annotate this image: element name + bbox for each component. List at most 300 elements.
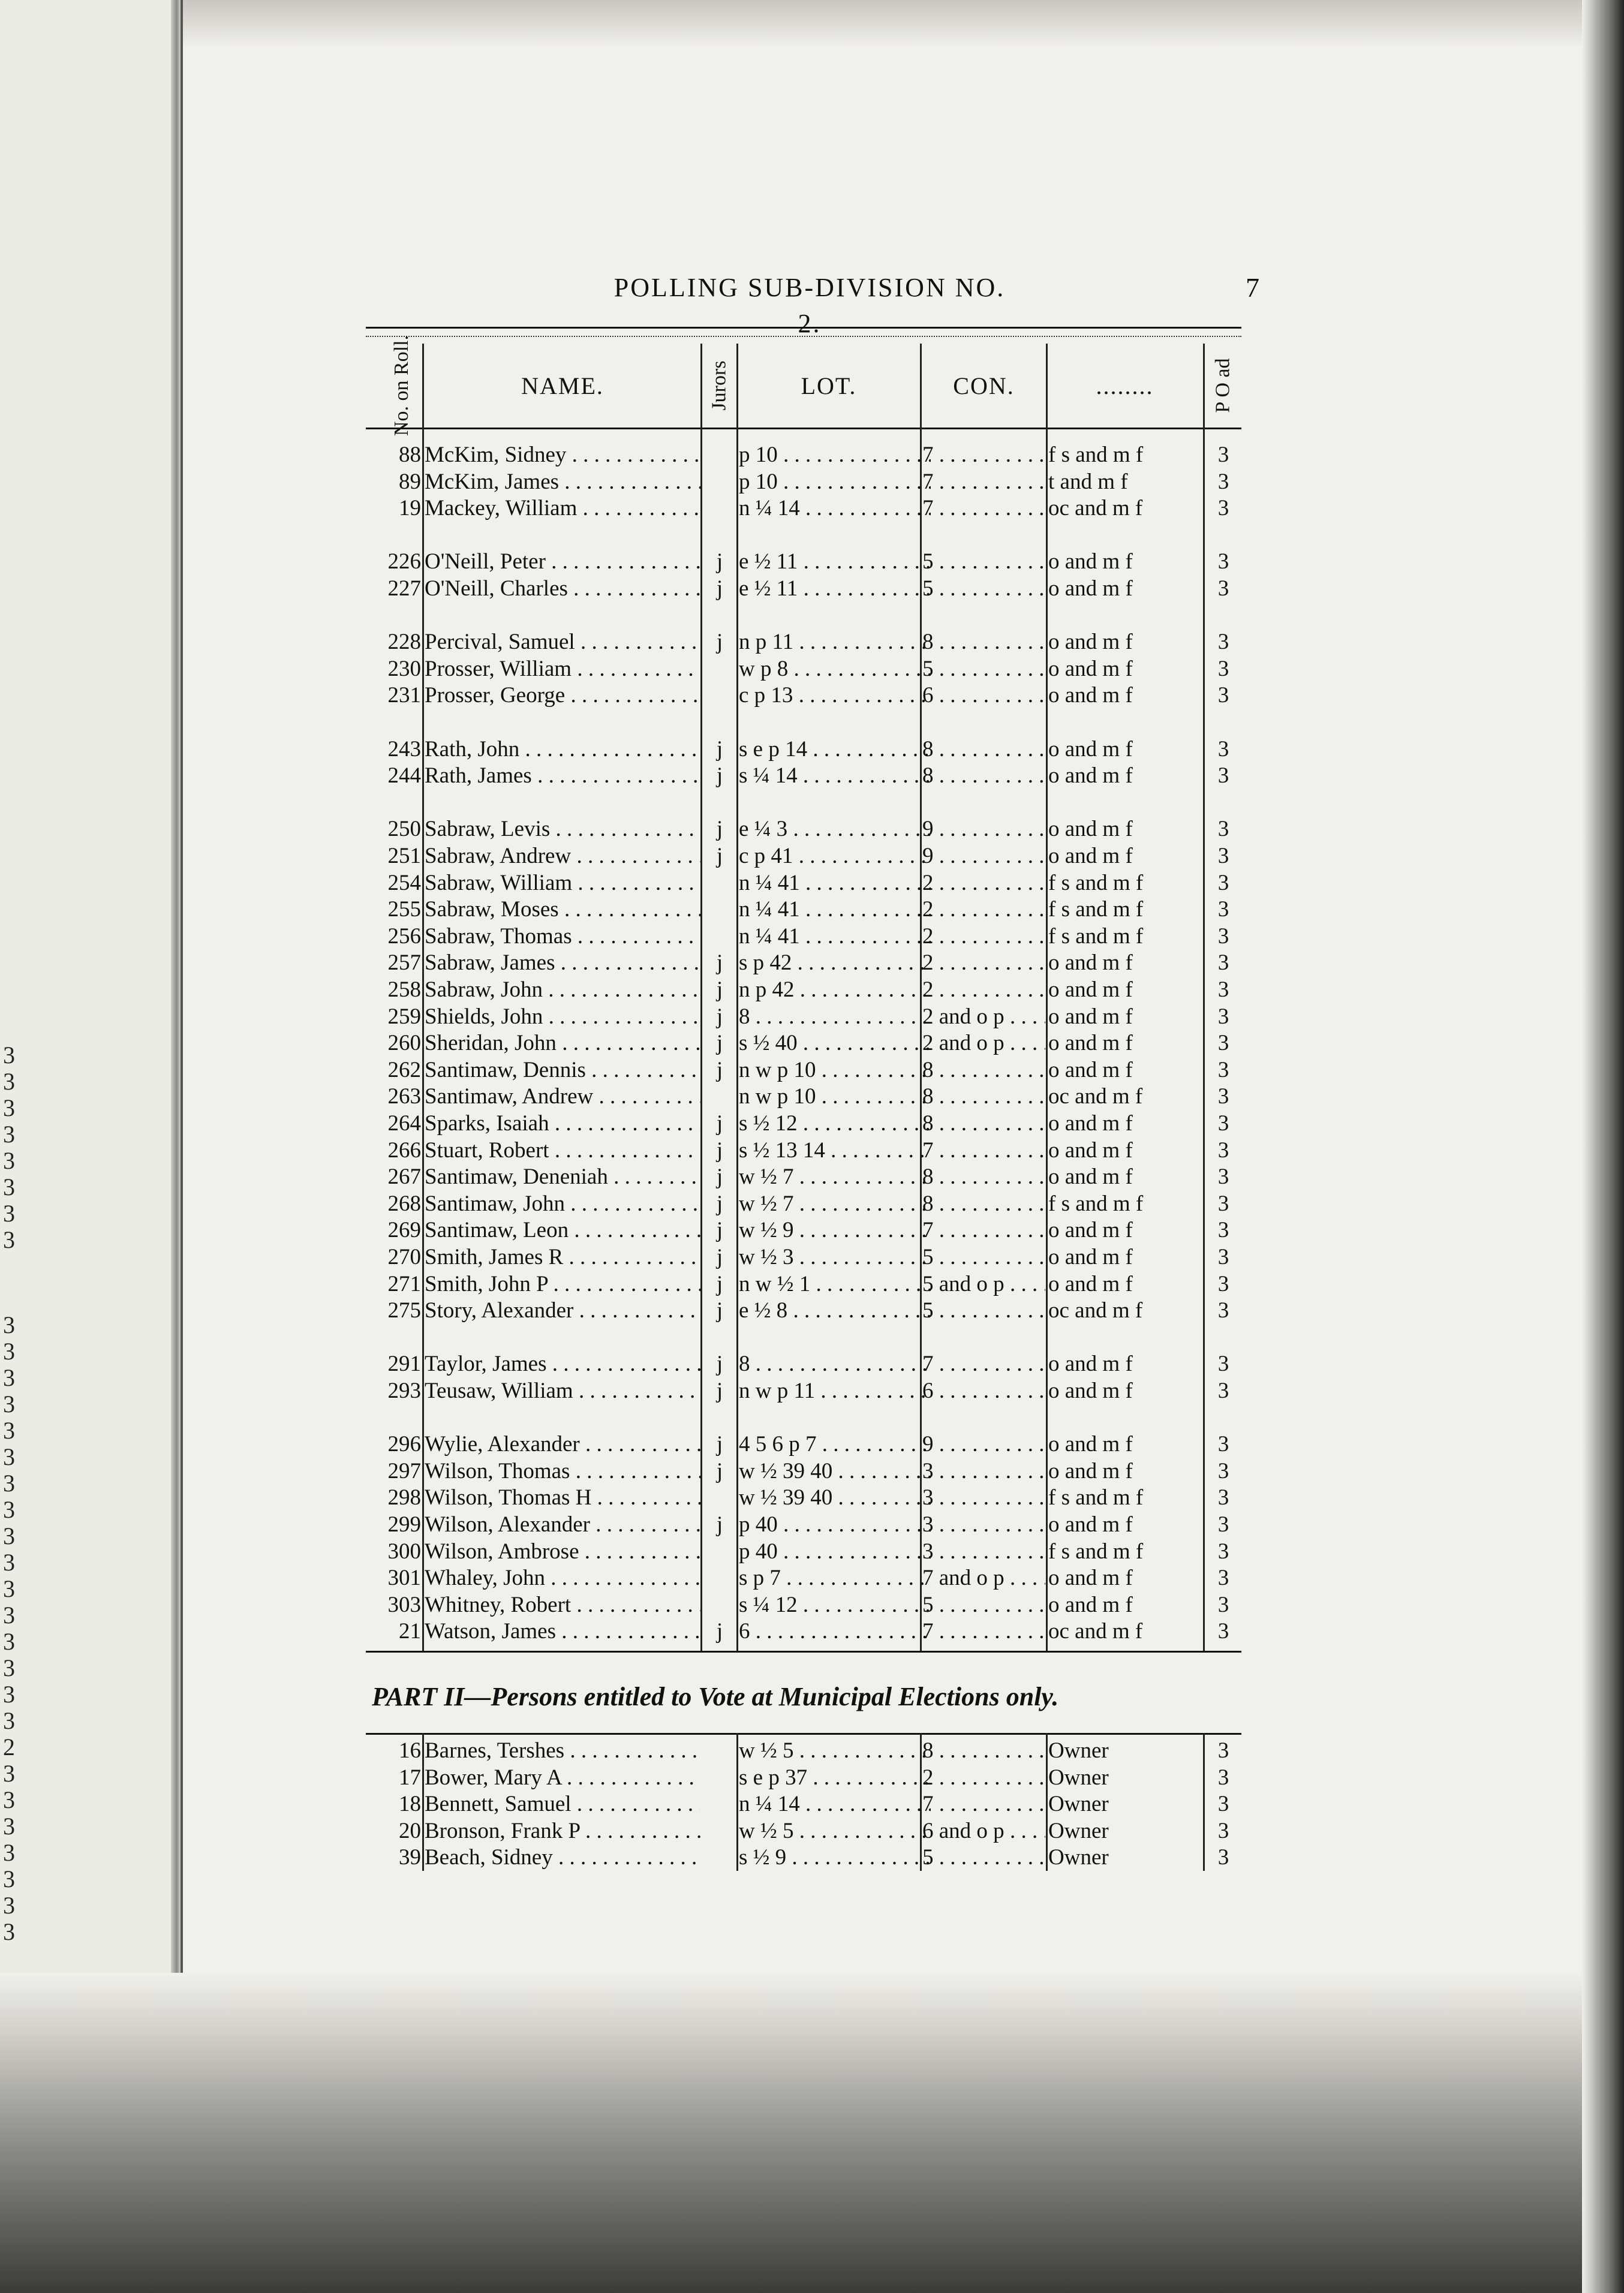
post-office: 3	[1217, 817, 1229, 842]
post-office: 3	[1217, 1619, 1229, 1644]
juror-mark: j	[716, 1512, 723, 1537]
lot: w ½ 9 . . .	[739, 1217, 931, 1244]
roll-number: 18	[399, 1792, 421, 1817]
lot: e ½ 8 . . .	[739, 1298, 931, 1324]
facing-page-number: 3	[3, 1364, 15, 1391]
table-row	[366, 870, 1241, 896]
post-office: 3	[1217, 443, 1229, 467]
qualification: t and m f	[1048, 469, 1128, 494]
qualification: o and m f	[1048, 1164, 1133, 1190]
qualification: oc and m f	[1048, 1084, 1143, 1109]
roll-number: 251	[387, 844, 421, 868]
voter-name: Prosser, George . . .	[425, 682, 700, 709]
voter-name: Sabraw, James . . .	[425, 950, 700, 976]
facing-page-strip	[0, 0, 183, 2003]
post-office: 3	[1217, 1818, 1229, 1843]
qualification: Owner	[1048, 1818, 1109, 1843]
juror-mark: j	[716, 1138, 723, 1163]
post-office: 3	[1217, 763, 1229, 789]
table-row	[366, 1565, 1241, 1591]
lot: s ¼ 14 . . .	[739, 763, 931, 789]
lot: w ½ 5 . . .	[739, 1818, 931, 1844]
lot: w ½ 3 . . .	[739, 1244, 931, 1271]
qualification: o and m f	[1048, 844, 1133, 868]
concession: 3 . . .	[922, 1512, 1045, 1538]
voter-name: Story, Alexander . . .	[425, 1298, 700, 1324]
table-row	[366, 1111, 1241, 1137]
voter-name: Stuart, Robert . . .	[425, 1138, 700, 1164]
facing-page-number: 3	[3, 1417, 15, 1444]
roll-number: 300	[387, 1539, 421, 1564]
voter-name: Beach, Sidney . . .	[425, 1844, 700, 1871]
juror-mark: j	[716, 1245, 723, 1269]
roll-number: 291	[387, 1352, 421, 1377]
lot: n w p 10 . . .	[739, 1084, 931, 1110]
voter-name: Barnes, Tershes . . .	[425, 1738, 700, 1764]
qualification: f s and m f	[1048, 443, 1144, 467]
lot: 4 5 6 p 7 . . .	[739, 1431, 931, 1458]
table-row	[366, 763, 1241, 789]
table-row	[366, 495, 1241, 522]
post-office: 3	[1217, 1191, 1229, 1216]
table-row	[366, 469, 1241, 495]
concession: 8 . . .	[922, 1084, 1045, 1110]
post-office: 3	[1217, 496, 1229, 521]
lot: e ½ 11 . . .	[739, 576, 931, 602]
roll-number: 275	[387, 1298, 421, 1323]
header-dots: ........	[1096, 372, 1154, 399]
concession: 8 . . .	[922, 1057, 1045, 1084]
table-row	[366, 843, 1241, 869]
roll-number: 21	[399, 1619, 421, 1644]
lot: s e p 37 . . .	[739, 1765, 931, 1791]
post-office: 3	[1217, 897, 1229, 922]
voter-name: Santimaw, Leon . . .	[425, 1217, 700, 1244]
juror-mark: j	[716, 763, 723, 789]
voter-name: Sabraw, Levis . . .	[425, 816, 700, 842]
post-office: 3	[1217, 1765, 1229, 1790]
roll-number: 255	[387, 897, 421, 922]
qualification: o and m f	[1048, 1592, 1133, 1617]
concession: 8 . . .	[922, 629, 1045, 655]
concession: 2 . . .	[922, 923, 1045, 950]
qualification: o and m f	[1048, 1111, 1133, 1136]
facing-page-number: 3	[3, 1786, 15, 1813]
qualification: o and m f	[1048, 817, 1133, 842]
voter-name: O'Neill, Charles . . .	[425, 576, 700, 602]
post-office: 3	[1217, 549, 1229, 574]
table-row	[366, 1738, 1241, 1764]
juror-mark: j	[716, 817, 723, 842]
facing-page-number: 3	[3, 1200, 15, 1227]
concession: 3 . . .	[922, 1539, 1045, 1565]
roll-number: 250	[387, 817, 421, 842]
roll-number: 296	[387, 1432, 421, 1457]
qualification: o and m f	[1048, 1271, 1133, 1296]
juror-mark: j	[716, 844, 723, 868]
post-office: 3	[1217, 923, 1229, 949]
table-row	[366, 1592, 1241, 1618]
voter-name: Sabraw, William . . .	[425, 870, 700, 896]
roll-number: 271	[387, 1271, 421, 1296]
facing-page-number: 3	[3, 1865, 15, 1892]
concession: 7 . . .	[922, 1618, 1045, 1645]
table-row	[366, 1164, 1241, 1190]
concession: 7 . . .	[922, 1217, 1045, 1244]
voter-name: Smith, James R . . .	[425, 1244, 700, 1271]
voter-name: Santimaw, John . . .	[425, 1191, 700, 1217]
qualification: o and m f	[1048, 1031, 1133, 1056]
lot: n ¼ 41 . . .	[739, 870, 931, 896]
facing-page-number: 3	[3, 1121, 15, 1148]
facing-page-number: 3	[3, 1892, 15, 1919]
facing-page-number: 3	[3, 1522, 15, 1549]
juror-mark: j	[716, 1111, 723, 1136]
table-row	[366, 1485, 1241, 1511]
scan-bottom-shadow	[0, 1973, 1624, 2293]
post-office: 3	[1217, 656, 1229, 681]
concession: 8 . . .	[922, 763, 1045, 789]
qualification: f s and m f	[1048, 1539, 1144, 1564]
roll-number: 257	[387, 950, 421, 976]
table-row	[366, 1791, 1241, 1817]
lot: n ¼ 41 . . .	[739, 896, 931, 923]
qualification: Owner	[1048, 1738, 1109, 1763]
concession: 5 . . .	[922, 1298, 1045, 1324]
header-name: NAME.	[521, 372, 604, 399]
table-row	[366, 816, 1241, 842]
table-row	[366, 1618, 1241, 1645]
lot: e ¼ 3 . . .	[739, 816, 931, 842]
roll-number: 258	[387, 977, 421, 1002]
voter-name: Sabraw, Andrew . . .	[425, 843, 700, 869]
qualification: o and m f	[1048, 576, 1133, 601]
table-row	[366, 1431, 1241, 1458]
post-office: 3	[1217, 1792, 1229, 1817]
post-office: 3	[1217, 1164, 1229, 1190]
roll-number: 259	[387, 1004, 421, 1029]
post-office: 3	[1217, 977, 1229, 1002]
qualification: o and m f	[1048, 1138, 1133, 1163]
concession: 7 and o p . . .	[922, 1565, 1045, 1591]
voter-name: Whitney, Robert . . .	[425, 1592, 700, 1618]
qualification: f s and m f	[1048, 923, 1144, 949]
voter-name: Wilson, Thomas H . . .	[425, 1485, 700, 1511]
concession: 8 . . .	[922, 1111, 1045, 1137]
facing-page-number: 3	[3, 1311, 15, 1338]
table-row	[366, 1378, 1241, 1404]
post-office: 3	[1217, 1458, 1229, 1483]
roll-number: 17	[399, 1765, 421, 1790]
qualification: o and m f	[1048, 1379, 1133, 1403]
roll-number: 299	[387, 1512, 421, 1537]
voter-name: Watson, James . . .	[425, 1618, 700, 1645]
lot: p 40 . . .	[739, 1539, 931, 1565]
juror-mark: j	[716, 549, 723, 574]
voter-name: Taylor, James . . .	[425, 1351, 700, 1377]
juror-mark: j	[716, 1298, 723, 1323]
voter-name: McKim, James . . .	[425, 469, 700, 495]
roll-number: 231	[387, 683, 421, 708]
facing-page-number: 3	[3, 1226, 15, 1253]
facing-page-number: 3	[3, 1549, 15, 1576]
post-office: 3	[1217, 1057, 1229, 1082]
post-office: 3	[1217, 1845, 1229, 1870]
qualification: f s and m f	[1048, 870, 1144, 895]
concession: 7 . . .	[922, 1138, 1045, 1164]
concession: 9 . . .	[922, 816, 1045, 842]
roll-number: 256	[387, 923, 421, 949]
concession: 2 . . .	[922, 1765, 1045, 1791]
voter-name: Wylie, Alexander . . .	[425, 1431, 700, 1458]
post-office: 3	[1217, 1566, 1229, 1591]
voter-name: Rath, John . . .	[425, 736, 700, 763]
concession: 9 . . .	[922, 843, 1045, 869]
juror-mark: j	[716, 576, 723, 601]
concession: 7 . . .	[922, 442, 1045, 468]
post-office: 3	[1217, 1512, 1229, 1537]
facing-page-number: 3	[3, 1338, 15, 1365]
concession: 7 . . .	[922, 495, 1045, 522]
facing-page-number: 3	[3, 1173, 15, 1200]
voter-name: Percival, Samuel . . .	[425, 629, 700, 655]
lot: n p 11 . . .	[739, 629, 931, 655]
facing-page-number: 3	[3, 1147, 15, 1174]
juror-mark: j	[716, 950, 723, 976]
post-office: 3	[1217, 683, 1229, 708]
qualification: o and m f	[1048, 1218, 1133, 1243]
facing-page-number: 3	[3, 1575, 15, 1602]
qualification: oc and m f	[1048, 1298, 1143, 1323]
part-two-table	[366, 1733, 1241, 1877]
roll-number: 293	[387, 1379, 421, 1403]
lot: s ½ 12 . . .	[739, 1111, 931, 1137]
voter-name: McKim, Sidney . . .	[425, 442, 700, 468]
facing-page-number: 3	[3, 1042, 15, 1069]
post-office: 3	[1217, 1138, 1229, 1163]
facing-page-number: 3	[3, 1068, 15, 1095]
table-bottom-rule	[366, 1651, 1241, 1653]
voter-name: Wilson, Ambrose . . .	[425, 1539, 700, 1565]
table-row	[366, 736, 1241, 763]
roll-number: 20	[399, 1818, 421, 1843]
qualification: f s and m f	[1048, 1191, 1144, 1216]
lot: 6 . . .	[739, 1618, 931, 1645]
concession: 2 . . .	[922, 870, 1045, 896]
roll-number: 228	[387, 630, 421, 655]
table-row	[366, 1765, 1241, 1791]
lot: s e p 14 . . .	[739, 736, 931, 763]
concession: 6 . . .	[922, 1378, 1045, 1404]
post-office: 3	[1217, 469, 1229, 494]
lot: s ½ 13 14 . . .	[739, 1138, 931, 1164]
lot: s ½ 9 . . .	[739, 1844, 931, 1871]
table-row	[366, 1818, 1241, 1844]
lot: e ½ 11 . . .	[739, 549, 931, 575]
lot: c p 13 . . .	[739, 682, 931, 709]
voter-name: Whaley, John . . .	[425, 1565, 700, 1591]
table-header	[366, 335, 1241, 437]
roll-number: 303	[387, 1592, 421, 1617]
qualification: o and m f	[1048, 1057, 1133, 1082]
voter-name: Sabraw, John . . .	[425, 977, 700, 1003]
juror-mark: j	[716, 1218, 723, 1243]
facing-page-number: 3	[3, 1602, 15, 1629]
qualification: oc and m f	[1048, 1619, 1143, 1644]
post-office: 3	[1217, 1432, 1229, 1457]
post-office: 3	[1217, 1352, 1229, 1377]
concession: 2 and o p . . .	[922, 1004, 1045, 1030]
table-row	[366, 1512, 1241, 1538]
facing-page-number: 3	[3, 1681, 15, 1708]
header-jurors-text: Jurors	[708, 360, 731, 411]
table-row	[366, 977, 1241, 1003]
juror-mark: j	[716, 1164, 723, 1190]
roll-number: 266	[387, 1138, 421, 1163]
roll-number: 254	[387, 870, 421, 895]
lot: p 10 . . .	[739, 469, 931, 495]
roll-number: 267	[387, 1164, 421, 1190]
lot: w p 8 . . .	[739, 656, 931, 682]
voter-name: Prosser, William . . .	[425, 656, 700, 682]
voter-name: Wilson, Alexander . . .	[425, 1512, 700, 1538]
table-row	[366, 950, 1241, 976]
post-office: 3	[1217, 1031, 1229, 1056]
post-office: 3	[1217, 1084, 1229, 1109]
post-office: 3	[1217, 736, 1229, 762]
top-shadow	[180, 0, 1624, 48]
roll-number: 270	[387, 1245, 421, 1269]
concession: 6 and o p . . .	[922, 1818, 1045, 1844]
juror-mark: j	[716, 1057, 723, 1082]
juror-mark: j	[716, 1619, 723, 1644]
table-row	[366, 1539, 1241, 1565]
facing-page-number: 3	[3, 1391, 15, 1418]
post-office: 3	[1217, 1271, 1229, 1296]
table-row	[366, 1844, 1241, 1871]
concession: 2 and o p . . .	[922, 1030, 1045, 1057]
page-fold	[171, 0, 181, 1979]
juror-mark: j	[716, 1458, 723, 1483]
header-con: CON.	[953, 372, 1015, 399]
table-row	[366, 1217, 1241, 1244]
lot: p 40 . . .	[739, 1512, 931, 1538]
juror-mark: j	[716, 1191, 723, 1216]
facing-page-number: 3	[3, 1094, 15, 1121]
lot: n w p 11 . . .	[739, 1378, 931, 1404]
table-row	[366, 576, 1241, 602]
lot: n ¼ 14 . . .	[739, 1791, 931, 1817]
concession: 8 . . .	[922, 1164, 1045, 1190]
post-office: 3	[1217, 1592, 1229, 1617]
concession: 3 . . .	[922, 1458, 1045, 1485]
voter-name: Mackey, William . . .	[425, 495, 700, 522]
roll-number: 227	[387, 576, 421, 601]
concession: 9 . . .	[922, 1431, 1045, 1458]
table-row	[366, 682, 1241, 709]
table-row	[366, 1271, 1241, 1298]
concession: 8 . . .	[922, 1191, 1045, 1217]
juror-mark: j	[716, 1379, 723, 1403]
facing-page-number: 2	[3, 1734, 15, 1761]
voter-name: Rath, James . . .	[425, 763, 700, 789]
qualification: o and m f	[1048, 1512, 1133, 1537]
qualification: o and m f	[1048, 763, 1133, 789]
table-row	[366, 923, 1241, 950]
qualification: f s and m f	[1048, 897, 1144, 922]
concession: 7 . . .	[922, 1791, 1045, 1817]
table-row	[366, 549, 1241, 575]
juror-mark: j	[716, 1004, 723, 1029]
lot: w ½ 7 . . .	[739, 1191, 931, 1217]
qualification: o and m f	[1048, 683, 1133, 708]
post-office: 3	[1217, 1004, 1229, 1029]
post-office: 3	[1217, 1218, 1229, 1243]
header-no-on-roll	[384, 335, 420, 437]
facing-page-number: 3	[3, 1813, 15, 1840]
roll-number: 260	[387, 1031, 421, 1056]
concession: 5 . . .	[922, 549, 1045, 575]
post-office: 3	[1217, 630, 1229, 655]
juror-mark: j	[716, 977, 723, 1002]
qualification: o and m f	[1048, 1432, 1133, 1457]
concession: 2 . . .	[922, 977, 1045, 1003]
facing-page-number: 3	[3, 1707, 15, 1734]
lot: n w p 10 . . .	[739, 1057, 931, 1084]
qualification: Owner	[1048, 1792, 1109, 1817]
lot: w ½ 7 . . .	[739, 1164, 931, 1190]
lot: s ¼ 12 . . .	[739, 1592, 931, 1618]
post-office: 3	[1217, 844, 1229, 868]
roll-number: 230	[387, 656, 421, 681]
lot: w ½ 5 . . .	[739, 1738, 931, 1764]
qualification: o and m f	[1048, 736, 1133, 762]
table-row	[366, 1004, 1241, 1030]
voter-name: Santimaw, Dennis . . .	[425, 1057, 700, 1084]
juror-mark: j	[716, 630, 723, 655]
concession: 2 . . .	[922, 950, 1045, 976]
lot: n ¼ 14 . . .	[739, 495, 931, 522]
roll-number: 226	[387, 549, 421, 574]
roll-number: 243	[387, 736, 421, 762]
qualification: oc and m f	[1048, 496, 1143, 521]
roll-number: 39	[399, 1845, 421, 1870]
header-no-on-roll-text: No. on Roll.	[390, 335, 413, 437]
facing-page-number: 3	[3, 1496, 15, 1523]
post-office: 3	[1217, 950, 1229, 976]
lot: c p 41 . . .	[739, 843, 931, 869]
roll-number: 297	[387, 1458, 421, 1483]
header-lot: LOT.	[801, 372, 857, 399]
qualification: o and m f	[1048, 549, 1133, 574]
concession: 5 . . .	[922, 1592, 1045, 1618]
roll-number: 16	[399, 1738, 421, 1763]
lot: 8 . . .	[739, 1351, 931, 1377]
table-row	[366, 1191, 1241, 1217]
qualification: o and m f	[1048, 656, 1133, 681]
juror-mark: j	[716, 736, 723, 762]
facing-page-number: 3	[3, 1760, 15, 1787]
concession: 5 . . .	[922, 1244, 1045, 1271]
header-po-text: P O ad	[1212, 358, 1235, 413]
qualification: Owner	[1048, 1765, 1109, 1790]
lot: n w ½ 1 . . .	[739, 1271, 931, 1298]
qualification: o and m f	[1048, 1004, 1133, 1029]
roll-number: 244	[387, 763, 421, 789]
table-top-rule	[366, 327, 1241, 337]
table-row	[366, 1298, 1241, 1324]
post-office: 3	[1217, 1379, 1229, 1403]
